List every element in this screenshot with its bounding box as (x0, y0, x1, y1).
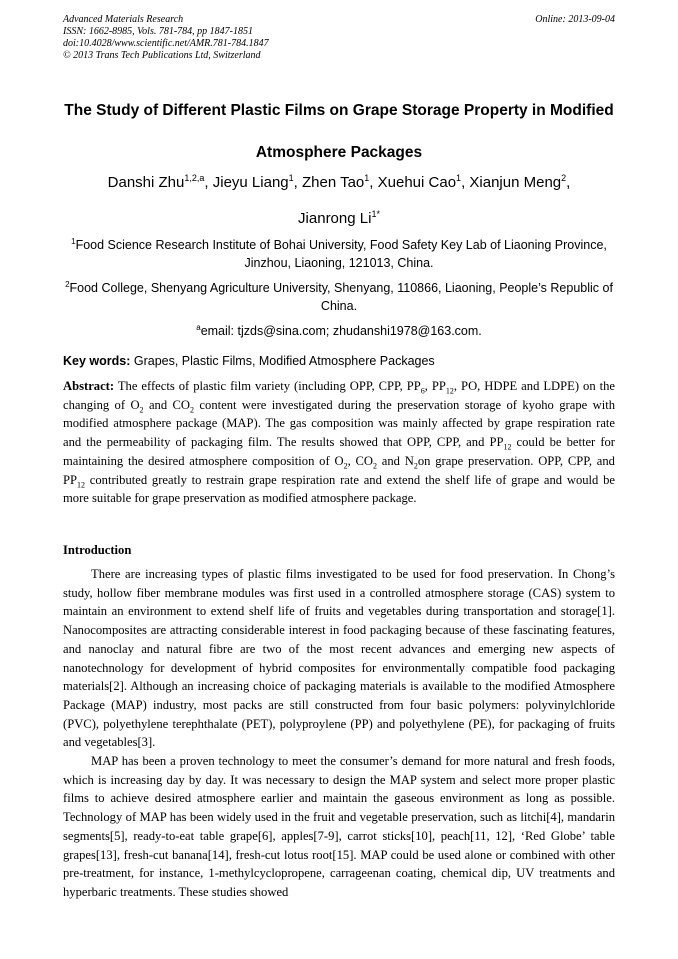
author-name: Danshi Zhu (107, 174, 185, 191)
affiliation-1-text: Food Science Research Institute of Bohai University, Food Safety Key Lab of Liaoning Province, Jinzhou, Liaoning, 121013, China. (75, 238, 607, 270)
introduction-body (63, 565, 615, 902)
author (302, 174, 369, 191)
author-list: Danshi Zhu$^{1,2,a}$, Jieyu Liang$^1$, Zhen Tao$^1$, Xuehui Cao$^1$, Xianjun Meng$^2$, Jianrong $Li^{1*}$ (107, 173, 571, 227)
author-affiliation-marker: 1 (364, 173, 370, 183)
affiliation-2 (63, 279, 615, 315)
author (378, 174, 461, 191)
email-line (63, 322, 615, 340)
keywords-text: Grapes, Plastic Films, Modified Atmosphere Packages (130, 354, 435, 368)
affiliation-1-marker: 1 (71, 236, 76, 246)
keywords (63, 352, 615, 370)
doi-line: doi:10.4028/www.scientific.net/AMR.781-784.1847 (63, 38, 269, 49)
introduction-paragraph-2: MAP has been a proven technology to meet the consumer’s demand for more natural and fresh foods, which is increasing day by day. It was necessary to design the MAP system and select more proper plastic films to achieve desired atmosphere earlier and maintain the gaseous environment as long as possible. Technology of MAP has been widely used in the fruit and vegetable preservation, such as litchi[4], mandarin segments[5], ready-to-eat table grape[6], apples[7-9], carrot sticks[10], peach[11, 12], ‘Red Globe’ table grapes[13], fresh-cut banana[14], fresh-cut lotus root[15]. MAP could be used alone or combined with other pre-treatment, for instance, 1-methylcyclopropene, carrageenan coating, chemical dip, UV treatments and hyperbaric treatments. These studies showed (63, 754, 615, 899)
issn-line: ISSN: 1662-8985, Vols. 781-784, pp 1847-1851 (63, 26, 253, 37)
author (108, 174, 205, 191)
author-affiliation-marker: 2 (561, 173, 567, 183)
affiliation-2-text: Food College, Shenyang Agriculture University, Shenyang, 110866, Liaoning, People’s Republic of China. (69, 281, 613, 313)
email-marker: a (196, 322, 201, 332)
author-affiliation-marker: 1,2,a (184, 173, 205, 183)
journal-header (63, 14, 615, 62)
journal-name: Advanced Materials Research (63, 14, 184, 25)
online-date: Online: 2013-09-04 (535, 14, 615, 25)
paper-title: The Study of Different Plastic Films on Grape Storage Property in Modified Atmosphere Packages (64, 102, 614, 161)
affiliation-1 (63, 236, 615, 272)
abstract-label: Abstract: (63, 379, 115, 393)
author-name: Xianjun Meng (469, 174, 562, 191)
author (213, 174, 294, 191)
author-name: Jieyu Liang (212, 174, 289, 191)
author-affiliation-marker: 1 (456, 173, 462, 183)
author (469, 174, 566, 191)
author-name: Jianrong Li (298, 210, 372, 227)
keywords-label: Key words: (63, 354, 131, 368)
author-name: Xuehui Cao (377, 174, 457, 191)
abstract (63, 377, 615, 508)
affiliation-2-marker: 2 (65, 279, 70, 289)
author-affiliation-marker: 1* (371, 209, 380, 219)
introduction-heading: Introduction (63, 543, 132, 557)
abstract-text: The effects of plastic film variety (including OPP, CPP, $PP_6$, $PP_{12}$, PO, HDPE and LDPE) on the changing of $O_2$ and $CO_2$ content were investigated during the preservation storage of kyoho grape with modified atmosphere package (MAP). The gas composition was mainly affected by grape respiration rate and the permeability of packaging film. The results showed that OPP, CPP, and $PP_{12}$ could be better for maintaining the desired atmosphere composition of $O_2$, $CO_2$ and $N_2on$ grape preservation. OPP, CPP, and $PP_{12}$ contributed greatly to restrain grape respiration rate and extend the shelf life of grape and would be more suitable for grape preservation as modified atmosphere package. (63, 379, 615, 506)
copyright-line: © 2013 Trans Tech Publications Ltd, Switzerland (63, 50, 261, 61)
introduction-paragraph-1: There are increasing types of plastic films investigated to be used for food preservation. In Chong’s study, hollow fiber membrane modules was first used in a controlled atmosphere storage (CAS) system to maintain an environment to extend shelf life of fruits and vegetables during transportation and storage[1]. Nanocomposites are attracting considerable interest in food packaging because of these fascinating features, and nanoclay and natural fibre are two of the most recent advances and emerging new aspects of nanotechnology for development of hybrid composites for environmentally compatible food packaging materials[2]. Although an increasing choice of packaging materials is available to the modified Atmosphere Package (MAP) industry, most packs are still constructed from four basic polymers: polyvinylchloride (PVC), polyethylene terephthalate (PET), polyproylene (PP) and polyethylene (PE), for packaging of fruits and vegetables[3]. (63, 567, 615, 750)
author-affiliation-marker: 1 (288, 173, 294, 183)
author (298, 210, 380, 227)
email-text: email: tjzds@sina.com; zhudanshi1978@163.com. (200, 324, 482, 338)
author-name: Zhen Tao (302, 174, 365, 191)
